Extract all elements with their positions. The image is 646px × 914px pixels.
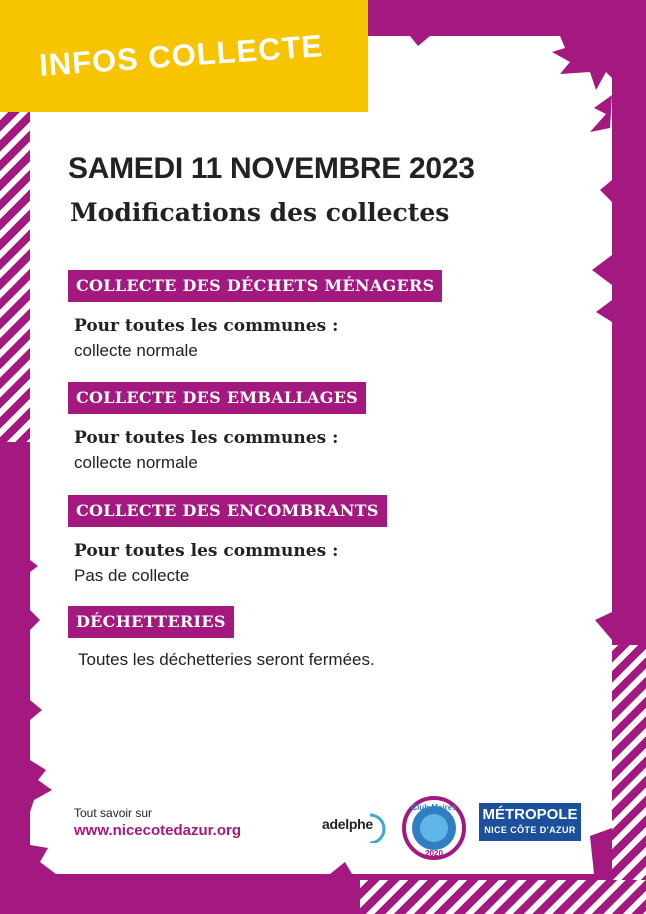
section-line-status: Pas de collecte bbox=[74, 566, 190, 585]
stripes-left bbox=[0, 112, 34, 442]
section-tag-packaging: COLLECTE DES EMBALLAGES bbox=[68, 382, 366, 414]
club-logo-year: 2020 bbox=[425, 849, 443, 858]
section-tag-bulky-items: COLLECTE DES ENCOMBRANTS bbox=[68, 495, 387, 527]
page-subtitle: Modifications des collectes bbox=[70, 198, 450, 227]
section-line-communes: Pour toutes les communes : bbox=[74, 316, 339, 336]
section-line-communes: Pour toutes les communes : bbox=[74, 428, 339, 448]
page-title-date: SAMEDI 11 NOVEMBRE 2023 bbox=[68, 152, 475, 185]
section-line-communes: Pour toutes les communes : bbox=[74, 541, 339, 561]
metropole-logo-line1: MÉTROPOLE bbox=[482, 806, 578, 823]
section-line-status: Toutes les déchetteries seront fermées. bbox=[78, 650, 375, 669]
club-maires-logo-icon bbox=[402, 796, 466, 860]
section-tag-recycling-centers: DÉCHETTERIES bbox=[68, 606, 234, 638]
section-line-status: collecte normale bbox=[74, 453, 198, 472]
metropole-logo-line2: NICE CÔTE D'AZUR bbox=[484, 825, 576, 835]
adelphe-logo-text: adelphe bbox=[322, 816, 373, 832]
stripes-right bbox=[610, 645, 646, 914]
info-banner bbox=[0, 0, 368, 112]
banner-title: INFOS COLLECTE bbox=[38, 28, 325, 83]
stripes-bottom bbox=[360, 880, 646, 914]
metropole-logo bbox=[479, 803, 581, 841]
section-tag-household-waste: COLLECTE DES DÉCHETS MÉNAGERS bbox=[68, 270, 442, 302]
section-line-status: collecte normale bbox=[74, 341, 198, 360]
website-link[interactable]: www.nicecotedazur.org bbox=[74, 822, 241, 839]
club-logo-text: Club Maires bbox=[411, 803, 457, 812]
footer-label: Tout savoir sur bbox=[74, 806, 153, 820]
